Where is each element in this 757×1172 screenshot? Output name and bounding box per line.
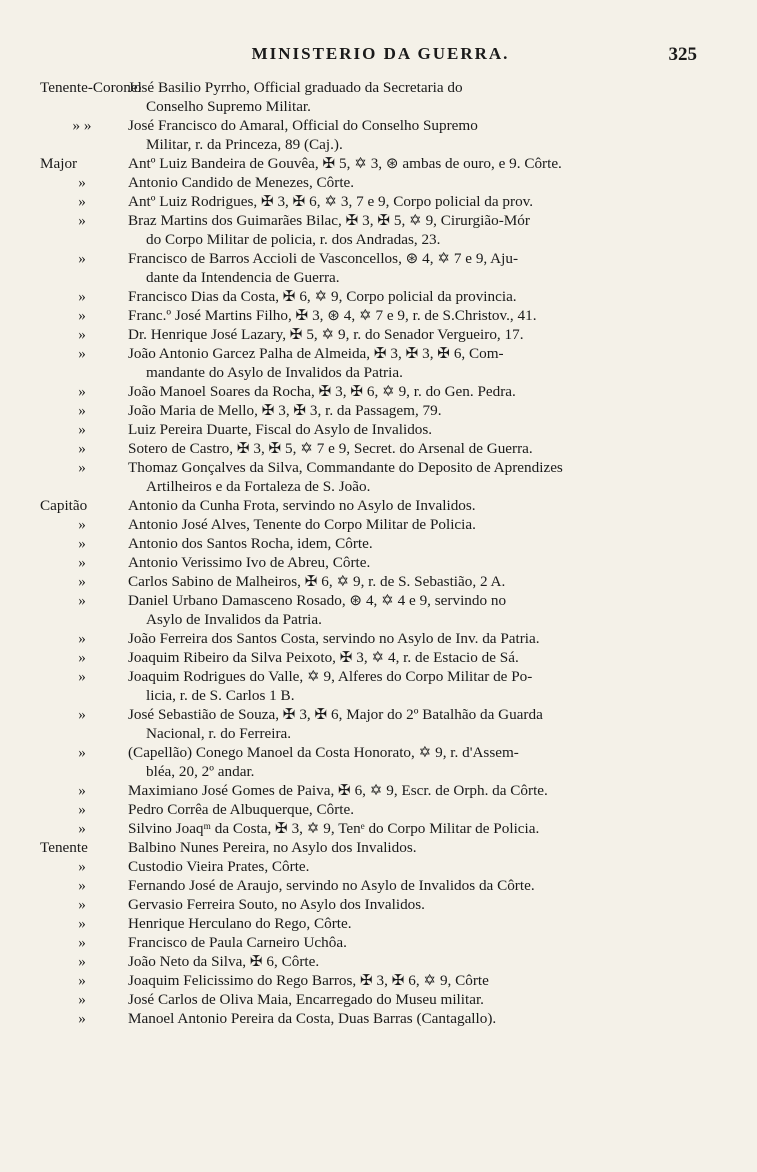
entry-rank: » [78,877,86,894]
entry-rank: » [78,972,86,989]
entry-rank: » [78,383,86,400]
entry-line: Thomaz Gonçalves da Silva, Commandante do Deposito de Aprendizes [128,459,563,476]
roster-entry [40,819,721,838]
entry-line: (Capellão) Conego Manoel da Costa Honorato, ✡ 9, r. d'Assem- [128,744,519,761]
roster-entry [40,211,721,249]
roster-entry [40,78,721,116]
entry-line: Sotero de Castro, ✠ 3, ✠ 5, ✡ 7 e 9, Secret. do Arsenal de Guerra. [128,440,533,457]
entry-line: José Francisco do Amaral, Official do Conselho Supremo [128,117,478,134]
entry-rank: » [78,934,86,951]
running-header [40,44,721,78]
page-number: 325 [668,44,697,65]
roster-entry [40,382,721,401]
header-title: MINISTERIO DA GUERRA. [251,44,510,63]
roster-entry [40,287,721,306]
entry-text [124,914,721,933]
roster-entry [40,705,721,743]
entry-line: João Neto da Silva, ✠ 6, Côrte. [128,953,320,970]
entry-line: João Maria de Mello, ✠ 3, ✠ 3, r. da Passagem, 79. [128,402,442,419]
entry-line: Francisco de Barros Accioli de Vasconcellos, ⊛ 4, ✡ 7 e 9, Aju- [128,250,519,267]
entry-text [124,933,721,952]
entry-rank: » [78,630,86,647]
roster-entry [40,325,721,344]
entry-text [124,857,721,876]
entry-continuation-line: Nacional, r. do Ferreira. [146,725,292,742]
entry-line: Joaquim Felicissimo do Rego Barros, ✠ 3, ✠ 6, ✡ 9, Côrte [128,972,489,989]
entry-rank: » [78,668,86,685]
entry-continuation-line: Militar, r. da Princeza, 89 (Caj.). [146,136,343,153]
roster-entry [40,306,721,325]
roster-entry [40,591,721,629]
entry-rank: » [78,744,86,761]
roster-entry [40,534,721,553]
entry-line: Luiz Pereira Duarte, Fiscal do Asylo de Invalidos. [128,421,433,438]
entry-rank: » [78,402,86,419]
entry-text [124,458,721,496]
entry-line: Antº Luiz Bandeira de Gouvêa, ✠ 5, ✡ 3, ⊛ ambas de ouro, e 9. Côrte. [128,155,562,172]
entry-rank: » [78,801,86,818]
entry-rank: Major [40,155,78,172]
entry-rank: » [78,953,86,970]
entry-line: Pedro Corrêa de Albuquerque, Côrte. [128,801,355,818]
roster-entry [40,648,721,667]
roster-entry [40,116,721,154]
roster-entry [40,838,721,857]
entry-text [124,496,721,515]
roster-entry [40,458,721,496]
entry-rank: » [78,459,86,476]
entry-line: Dr. Henrique José Lazary, ✠ 5, ✡ 9, r. do Senador Vergueiro, 17. [128,326,524,343]
roster-entry [40,990,721,1009]
entry-line: José Sebastião de Souza, ✠ 3, ✠ 6, Major do 2º Batalhão da Guarda [128,706,543,723]
entry-line: José Carlos de Oliva Maia, Encarregado do Museu militar. [128,991,484,1008]
entry-text [124,819,721,838]
entry-rank: » [78,193,86,210]
roster-entry [40,895,721,914]
entry-rank: » [78,212,86,229]
entry-line: Silvino Joaqᵐ da Costa, ✠ 3, ✡ 9, Tenᵉ do Corpo Militar de Policia. [128,820,540,837]
entry-text [124,382,721,401]
entry-text [124,344,721,382]
entry-line: João Ferreira dos Santos Costa, servindo no Asylo de Inv. da Patria. [128,630,540,647]
entry-rank: » [78,288,86,305]
entry-line: Francisco de Paula Carneiro Uchôa. [128,934,347,951]
entry-line: Antonio da Cunha Frota, servindo no Asylo de Invalidos. [128,497,476,514]
roster-entry [40,1009,721,1028]
roster-entry [40,952,721,971]
entry-rank: Tenente [40,839,88,856]
entry-line: Antonio Candido de Menezes, Côrte. [128,174,355,191]
roster-entry [40,857,721,876]
entry-line: João Antonio Garcez Palha de Almeida, ✠ 3, ✠ 3, ✠ 6, Com- [128,345,504,362]
entry-rank: » [78,782,86,799]
entry-line: Custodio Vieira Prates, Côrte. [128,858,310,875]
roster-entry [40,192,721,211]
entry-text [124,591,721,629]
entry-rank: » [78,250,86,267]
entry-line: Maximiano José Gomes de Paiva, ✠ 6, ✡ 9, Escr. de Orph. da Côrte. [128,782,548,799]
entry-text [124,838,721,857]
entry-line: Carlos Sabino de Malheiros, ✠ 6, ✡ 9, r. de S. Sebastião, 2 A. [128,573,506,590]
entry-line: Fernando José de Araujo, servindo no Asylo de Invalidos da Côrte. [128,877,535,894]
entry-text [124,553,721,572]
entry-line: Manoel Antonio Pereira da Costa, Duas Barras (Cantagallo). [128,1010,497,1027]
entry-text [124,192,721,211]
entry-text [124,629,721,648]
roster-entry [40,496,721,515]
roster-entry [40,800,721,819]
entry-rank: Tenente-Coronel [40,79,142,96]
entry-line: Antonio José Alves, Tenente do Corpo Militar de Policia. [128,516,476,533]
entry-text [124,154,721,173]
entry-text [124,800,721,819]
entry-continuation-line: do Corpo Militar de policia, r. dos Andradas, 23. [146,231,441,248]
entry-text [124,173,721,192]
entry-text [124,515,721,534]
roster-entry [40,914,721,933]
entry-text [124,895,721,914]
entry-rank: » [78,573,86,590]
entry-text [124,952,721,971]
roster-entry [40,154,721,173]
entry-continuation-line: Asylo de Invalidos da Patria. [146,611,322,628]
entry-line: João Manoel Soares da Rocha, ✠ 3, ✠ 6, ✡ 9, r. do Gen. Pedra. [128,383,516,400]
entry-text [124,287,721,306]
entry-continuation-line: mandante do Asylo de Invalidos da Patria. [146,364,403,381]
entry-text [124,306,721,325]
entry-text [124,781,721,800]
roster-entry [40,420,721,439]
entry-text [124,211,721,249]
entry-continuation-line: bléa, 20, 2º andar. [146,763,255,780]
roster-entry [40,933,721,952]
roster-entry [40,173,721,192]
roster-list [40,78,721,1028]
entry-line: Joaquim Rodrigues do Valle, ✡ 9, Alferes do Corpo Militar de Po- [128,668,533,685]
entry-text [124,667,721,705]
entry-line: Joaquim Ribeiro da Silva Peixoto, ✠ 3, ✡ 4, r. de Estacio de Sá. [128,649,519,666]
roster-entry [40,439,721,458]
entry-text [124,990,721,1009]
roster-entry [40,344,721,382]
entry-rank: » [78,915,86,932]
roster-entry [40,743,721,781]
entry-continuation-line: dante da Intendencia de Guerra. [146,269,340,286]
entry-rank: » [78,421,86,438]
roster-entry [40,515,721,534]
entry-text [124,439,721,458]
entry-text [124,1009,721,1028]
entry-rank: » [78,991,86,1008]
entry-text [124,78,721,116]
entry-line: Henrique Herculano do Rego, Côrte. [128,915,352,932]
entry-text [124,876,721,895]
roster-entry [40,781,721,800]
entry-rank: » [78,706,86,723]
entry-rank: » [78,440,86,457]
entry-rank: » [78,554,86,571]
entry-continuation-line: Artilheiros e da Fortaleza de S. João. [146,478,371,495]
entry-text [124,401,721,420]
entry-rank: » [78,649,86,666]
entry-text [124,648,721,667]
entry-text [124,743,721,781]
entry-continuation-line: licia, r. de S. Carlos 1 B. [146,687,295,704]
entry-text [124,325,721,344]
entry-rank: Capitão [40,497,88,514]
roster-entry [40,249,721,287]
entry-text [124,534,721,553]
entry-line: Antonio Verissimo Ivo de Abreu, Côrte. [128,554,371,571]
entry-rank: » [78,592,86,609]
entry-line: Braz Martins dos Guimarães Bilac, ✠ 3, ✠ 5, ✡ 9, Cirurgião-Mór [128,212,530,229]
entry-rank: » » [72,117,92,134]
roster-entry [40,401,721,420]
entry-rank: » [78,345,86,362]
roster-entry [40,572,721,591]
entry-text [124,971,721,990]
entry-line: Franc.º José Martins Filho, ✠ 3, ⊛ 4, ✡ 7 e 9, r. de S.Christov., 41. [128,307,537,324]
entry-text [124,249,721,287]
entry-rank: » [78,174,86,191]
entry-continuation-line: Conselho Supremo Militar. [146,98,311,115]
entry-rank: » [78,1010,86,1027]
entry-line: Daniel Urbano Damasceno Rosado, ⊛ 4, ✡ 4 e 9, servindo no [128,592,507,609]
entry-text [124,705,721,743]
entry-rank: » [78,535,86,552]
entry-line: Balbino Nunes Pereira, no Asylo dos Invalidos. [128,839,417,856]
roster-entry [40,876,721,895]
entry-rank: » [78,516,86,533]
entry-rank: » [78,896,86,913]
entry-rank: » [78,326,86,343]
entry-text [124,116,721,154]
entry-text [124,420,721,439]
entry-rank: » [78,820,86,837]
entry-line: Francisco Dias da Costa, ✠ 6, ✡ 9, Corpo policial da provincia. [128,288,517,305]
entry-rank: » [78,307,86,324]
entry-line: José Basilio Pyrrho, Official graduado da Secretaria do [128,79,463,96]
roster-entry [40,629,721,648]
roster-entry [40,667,721,705]
entry-line: Antonio dos Santos Rocha, idem, Côrte. [128,535,373,552]
entry-text [124,572,721,591]
entry-rank: » [78,858,86,875]
entry-line: Antº Luiz Rodrigues, ✠ 3, ✠ 6, ✡ 3, 7 e 9, Corpo policial da prov. [128,193,534,210]
roster-entry [40,553,721,572]
roster-entry [40,971,721,990]
entry-line: Gervasio Ferreira Souto, no Asylo dos Invalidos. [128,896,425,913]
